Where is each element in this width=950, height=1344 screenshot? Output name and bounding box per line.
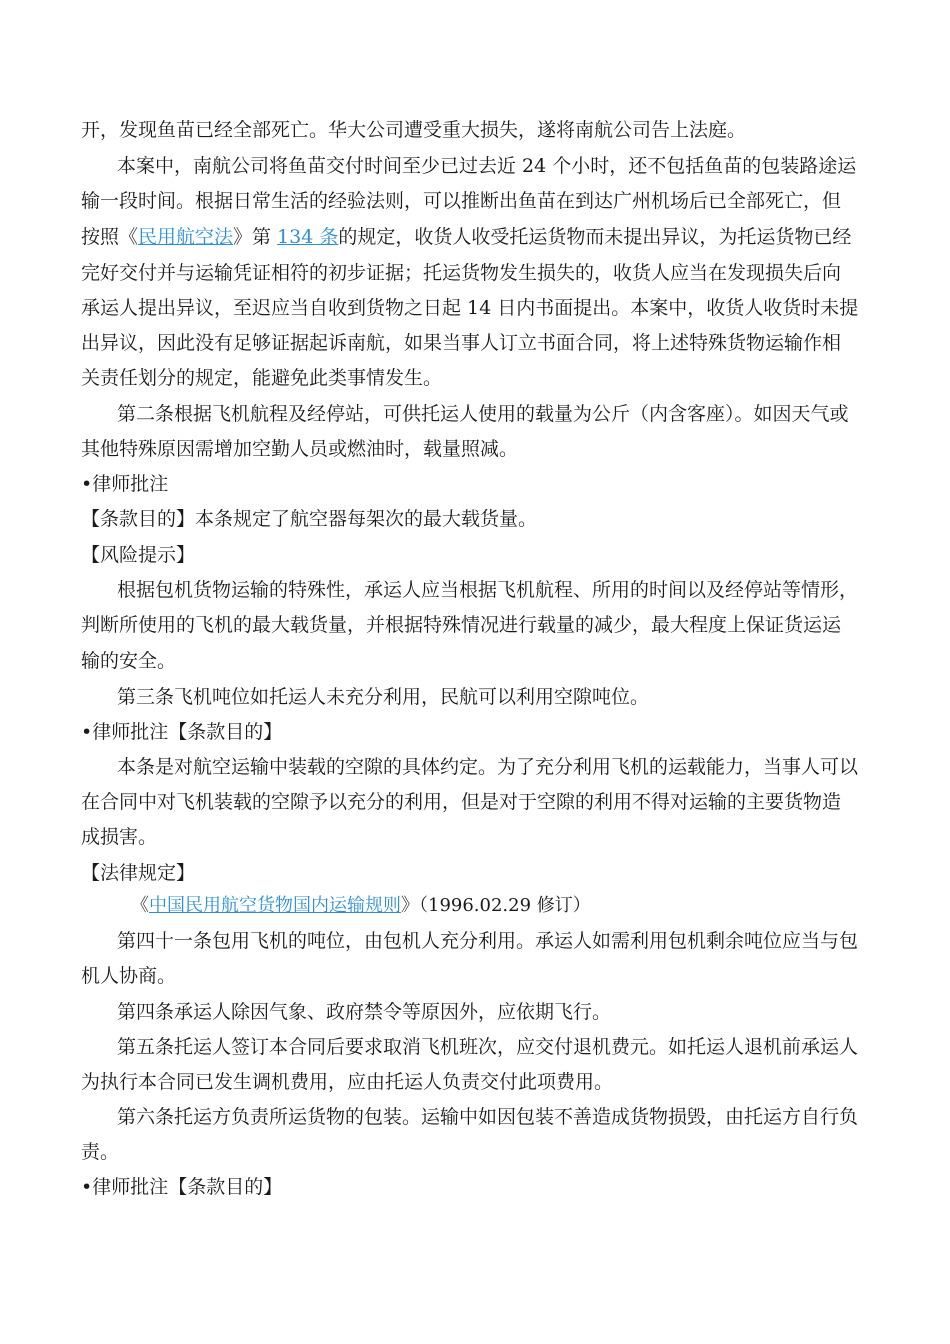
lawyer-note-heading: •律师批注 xyxy=(81,473,169,495)
article-6-line: 责。 xyxy=(81,1141,120,1163)
article-2-line: 其他特殊原因需增加空勤人员或燃油时，载量照减。 xyxy=(81,438,519,460)
paragraph-line: 关责任划分的规定，能避免此类事情发生。 xyxy=(81,367,443,389)
lawyer-note-heading: •律师批注【条款目的】 xyxy=(81,1176,283,1198)
text-fragment: 》（1996.02.29 修订） xyxy=(401,895,591,916)
paragraph-line: 本案中，南航公司将鱼苗交付时间至少已过去近 24 个小时，还不包括鱼苗的包装路途运 xyxy=(117,155,857,177)
article-4-line: 第四条承运人除因气象、政府禁令等原因外，应依期飞行。 xyxy=(117,1001,612,1023)
lawyer-note-heading: •律师批注【条款目的】 xyxy=(81,721,283,743)
article-41-line: 第四十一条包用飞机的吨位，由包机人充分利用。承运人如需利用包机剩余吨位应当与包 xyxy=(117,930,859,952)
paragraph-line: 出异议，因此没有足够证据起诉南航，如果当事人订立书面合同，将上述特殊货物运输作相 xyxy=(81,332,842,354)
article-134-link[interactable]: 134 条 xyxy=(277,226,339,248)
article-6-line: 第六条托运方负责所运货物的包装。运输中如因包装不善造成货物损毁，由托运方自行负 xyxy=(117,1106,859,1128)
purpose-line: 本条是对航空运输中装载的空隙的具体约定。为了充分利用飞机的运载能力，当事人可以 xyxy=(117,756,859,778)
cargo-transport-rules-link[interactable]: 中国民用航空货物国内运输规则 xyxy=(149,895,401,916)
clause-purpose: 【条款目的】本条规定了航空器每架次的最大载货量。 xyxy=(81,508,538,530)
article-5-line: 第五条托运人签订本合同后要求取消飞机班次，应交付退机费元。如托运人退机前承运人 xyxy=(117,1036,859,1058)
risk-line: 输的安全。 xyxy=(81,650,177,672)
risk-line: 根据包机货物运输的特殊性，承运人应当根据飞机航程、所用的时间以及经停站等情形， xyxy=(117,579,859,601)
text-fragment: 《 xyxy=(131,895,149,916)
paragraph-line: 输一段时间。根据日常生活的经验法则，可以推断出鱼苗在到达广州机场后已全部死亡，但 xyxy=(81,190,842,212)
civil-aviation-law-link[interactable]: 民用航空法 xyxy=(138,226,234,248)
text-fragment: 的规定，收货人收受托运货物而未提出异议，为托运货物已经 xyxy=(338,226,852,248)
article-2-line: 第二条根据飞机航程及经停站，可供托运人使用的载量为公斤（内含客座）。如因天气或 xyxy=(117,403,849,425)
text-fragment: 按照《 xyxy=(81,226,139,248)
purpose-line: 成损害。 xyxy=(81,826,158,848)
law-heading: 【法律规定】 xyxy=(81,862,196,884)
paragraph-line: 开，发现鱼苗已经全部死亡。华大公司遭受重大损失，遂将南航公司告上法庭。 xyxy=(81,119,747,141)
paragraph-line: 承运人提出异议，至迟应当自收到货物之日起 14 日内书面提出。本案中，收货人收货时未提 xyxy=(81,297,859,319)
article-5-line: 为执行本合同已发生调机费用，应由托运人负责交付此项费用。 xyxy=(81,1071,614,1093)
law-reference xyxy=(131,895,591,917)
purpose-line: 在合同中对飞机装载的空隙予以充分的利用，但是对于空隙的利用不得对运输的主要货物造 xyxy=(81,791,842,813)
risk-heading: 【风险提示】 xyxy=(81,544,196,566)
paragraph-line xyxy=(81,226,851,248)
article-41-line: 机人协商。 xyxy=(81,965,177,987)
article-3-line: 第三条飞机吨位如托运人未充分利用，民航可以利用空隙吨位。 xyxy=(117,686,650,708)
paragraph-line: 完好交付并与运输凭证相符的初步证据；托运货物发生损失的，收货人应当在发现损失后向 xyxy=(81,262,842,284)
risk-line: 判断所使用的飞机的最大载货量，并根据特殊情况进行载量的减少，最大程度上保证货运运 xyxy=(81,614,842,636)
text-fragment: 》第 xyxy=(233,226,278,248)
